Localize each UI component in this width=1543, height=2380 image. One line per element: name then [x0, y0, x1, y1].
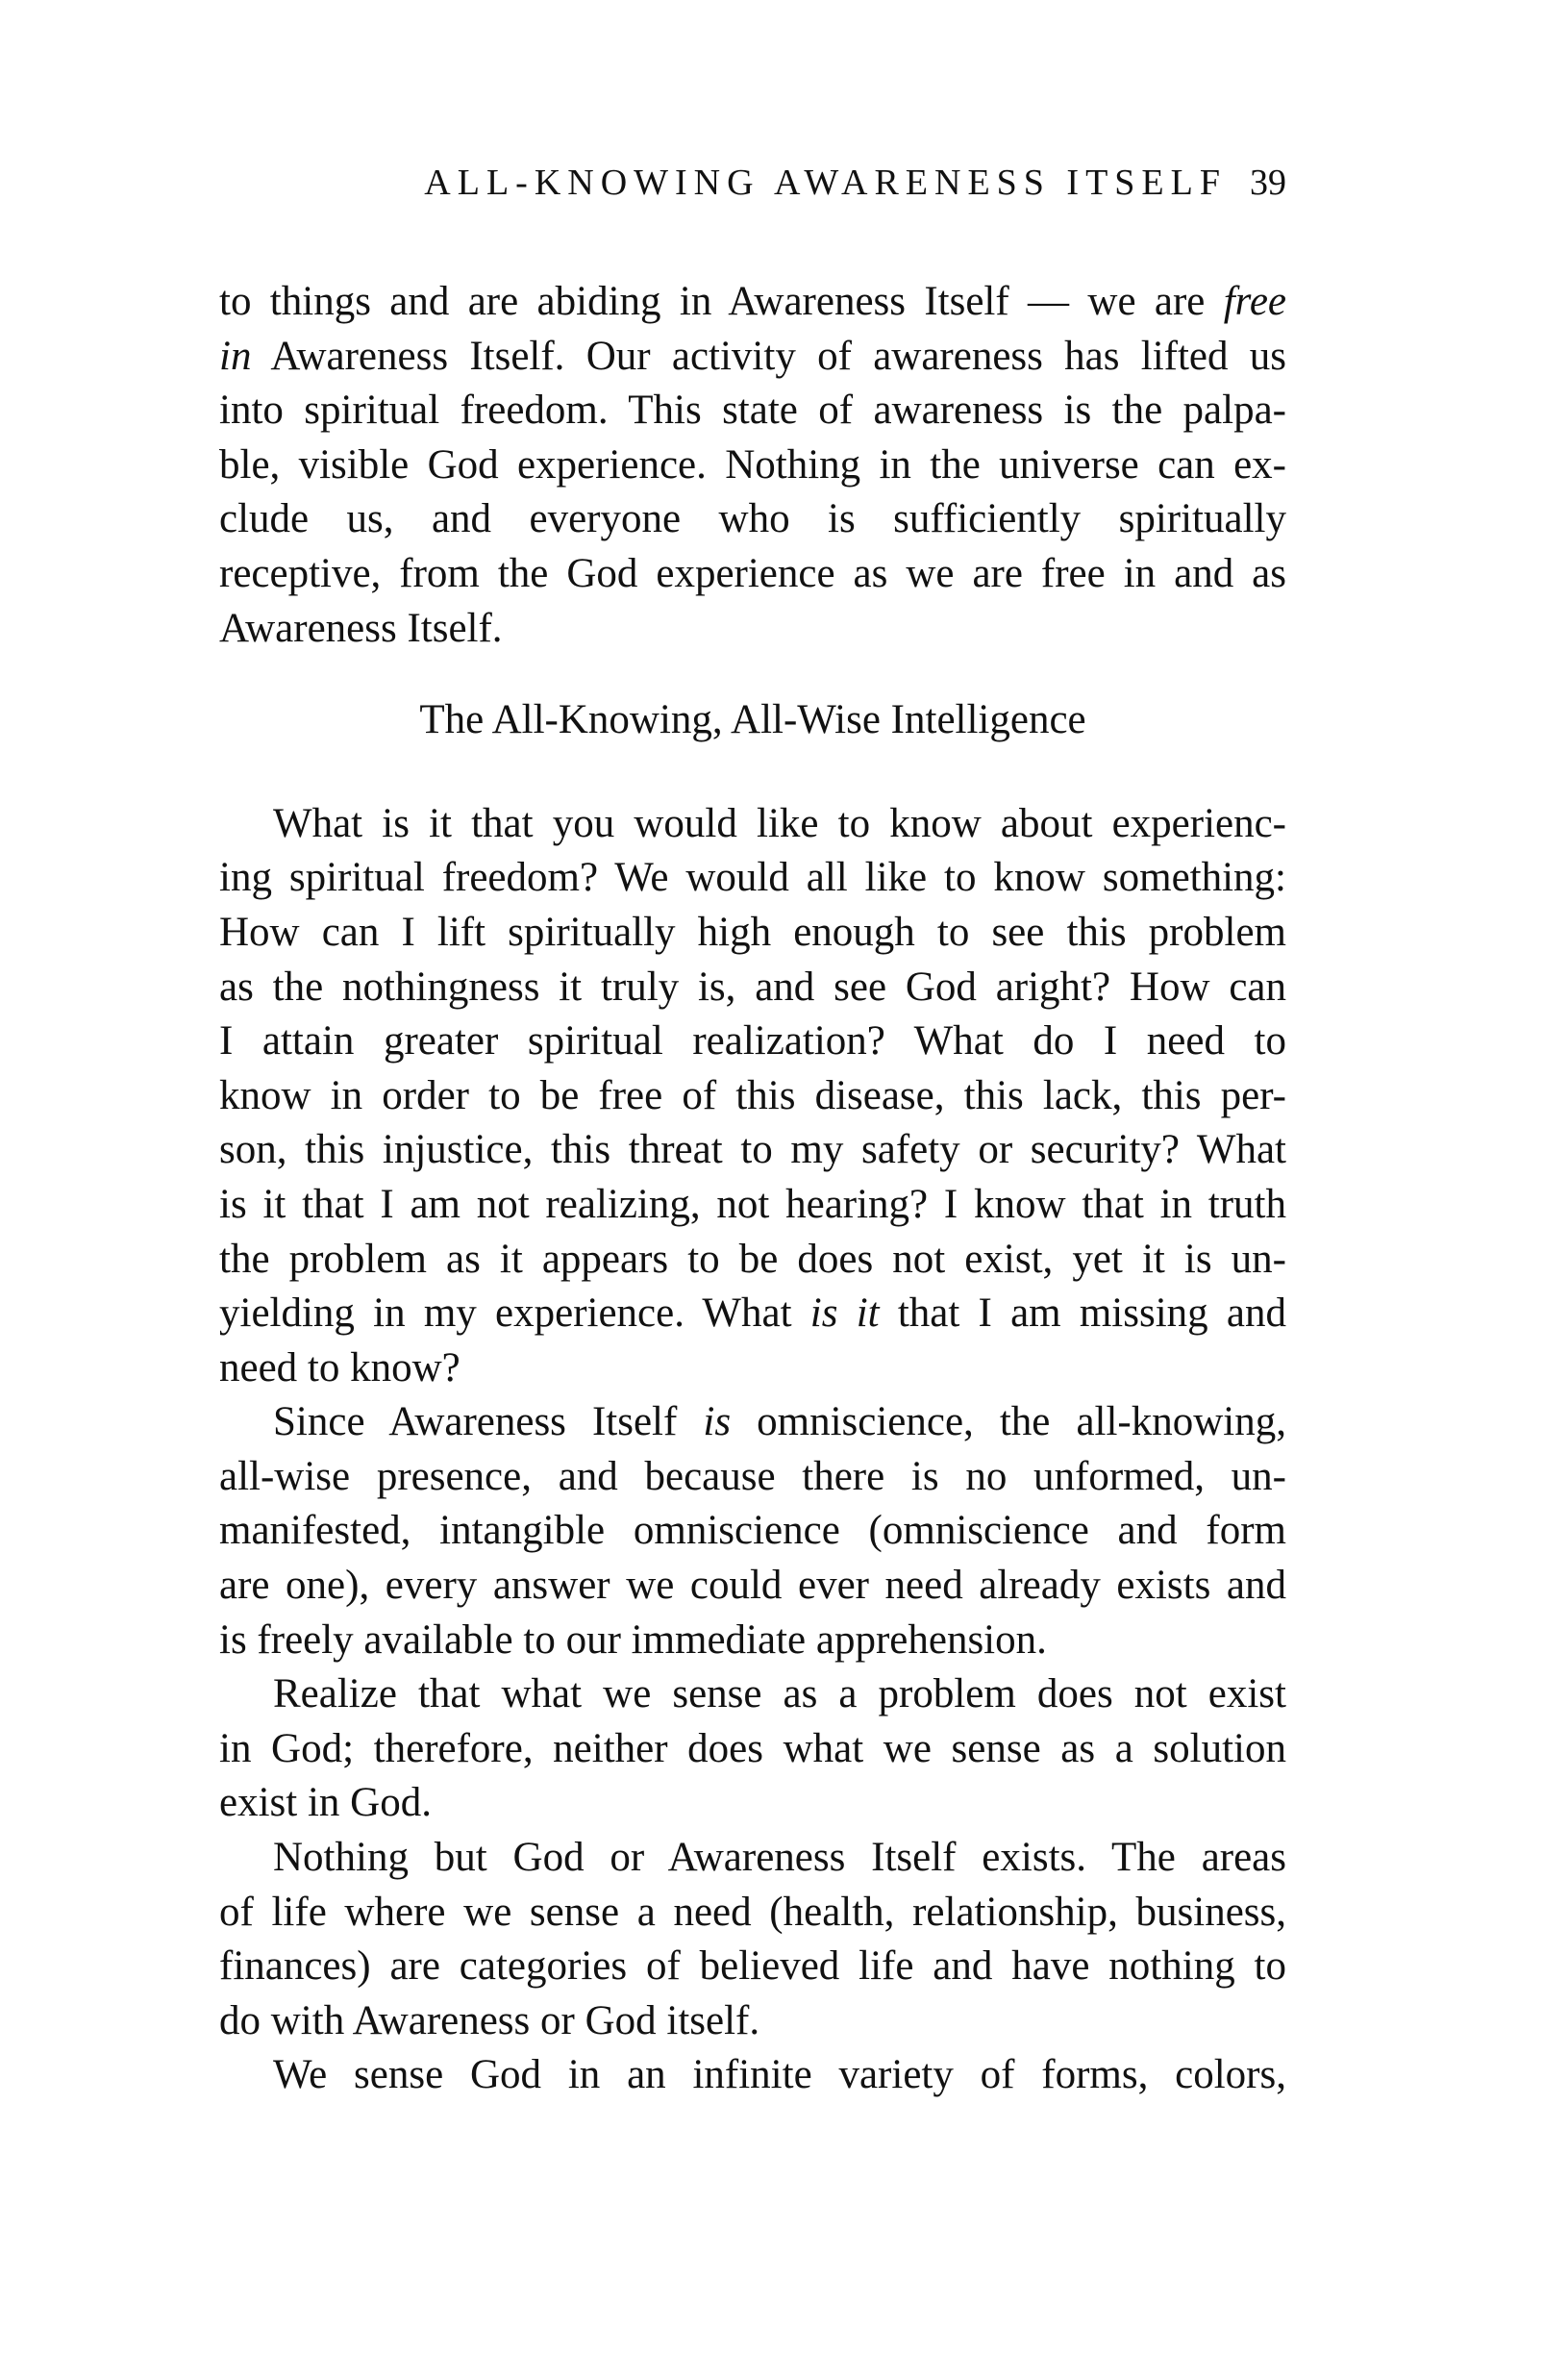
text-run: yielding in my experience. What — [219, 1290, 810, 1337]
section-heading: The All-Knowing, All-Wise Intelligence — [419, 697, 1086, 743]
page-number: 39 — [1250, 163, 1286, 203]
text-line: is freely available to our immediate apprehension. — [219, 1616, 1047, 1663]
text-line: receptive, from the God experience as we are free in and as — [219, 550, 1286, 596]
paragraph — [219, 2048, 1286, 2103]
text-line — [219, 1287, 1286, 1341]
text-line: need to know? — [219, 1344, 460, 1390]
text-line: the problem as it appears to be does not exist, yet it is un- — [219, 1236, 1286, 1282]
paragraph — [219, 1395, 1286, 1667]
paragraph — [219, 275, 1286, 656]
text-line: of life where we sense a need (health, relationship, business, — [219, 1889, 1286, 1935]
paragraph — [219, 1667, 1286, 1831]
text-line: do with Awareness or God itself. — [219, 1997, 760, 2043]
text-run: that I am missing and — [879, 1290, 1286, 1337]
text-run: Awareness Itself. Our activity of awareness has lifted us — [251, 333, 1286, 379]
text-run: to things and are abiding in Awareness Itself — we are — [219, 279, 1224, 324]
text-line: Nothing but God or Awareness Itself exists. The areas — [273, 1835, 1286, 1881]
text-line: son, this injustice, this threat to my safety or security? What — [219, 1127, 1286, 1173]
text-line: finances) are categories of believed life and have nothing to — [219, 1943, 1286, 1990]
text-run: omniscience, the all-knowing, — [731, 1399, 1286, 1445]
text-line: ing spiritual freedom? We would all like to know something: — [219, 855, 1286, 901]
text-line: is it that I am not realizing, not hearing? I know that in truth — [219, 1181, 1286, 1227]
text-line: How can I lift spiritually high enough to see this problem — [219, 909, 1286, 955]
italic-text: free — [1223, 279, 1286, 324]
text-line: Awareness Itself. — [219, 605, 503, 651]
paragraph — [219, 797, 1286, 1396]
text-line: exist in God. — [219, 1780, 432, 1826]
running-head — [219, 154, 1286, 212]
text-run: Since Awareness Itself — [273, 1399, 704, 1445]
text-line: ble, visible God experience. Nothing in the universe can ex- — [219, 441, 1286, 488]
italic-text: is — [703, 1399, 732, 1445]
body-text — [219, 275, 1286, 2103]
text-line: clude us, and everyone who is sufficiently spiritually — [219, 496, 1286, 542]
text-line: know in order to be free of this disease, this lack, this per- — [219, 1072, 1286, 1118]
text-line — [219, 1395, 1286, 1450]
italic-text: in — [219, 333, 252, 379]
text-line: in God; therefore, neither does what we sense as a solution — [219, 1725, 1286, 1771]
running-head-title: ALL-KNOWING AWARENESS ITSELF — [424, 163, 1227, 203]
text-line: are one), every answer we could ever need already exists and — [219, 1563, 1286, 1609]
text-line: into spiritual freedom. This state of awareness is the palpa- — [219, 388, 1286, 434]
text-line: What is it that you would like to know about experienc- — [273, 800, 1286, 846]
text-line: We sense God in an infinite variety of forms, colors, — [273, 2052, 1286, 2098]
paragraph — [219, 1831, 1286, 2048]
text-line — [219, 275, 1286, 330]
text-line — [219, 330, 1286, 385]
text-line: I attain greater spiritual realization? What do I need to — [219, 1018, 1286, 1065]
text-line: manifested, intangible omniscience (omniscience and form — [219, 1508, 1286, 1554]
italic-text: is it — [809, 1290, 880, 1337]
text-line: all-wise presence, and because there is no unformed, un- — [219, 1453, 1286, 1499]
text-line: as the nothingness it truly is, and see God aright? How can — [219, 964, 1286, 1010]
text-line: Realize that what we sense as a problem does not exist — [273, 1671, 1286, 1717]
